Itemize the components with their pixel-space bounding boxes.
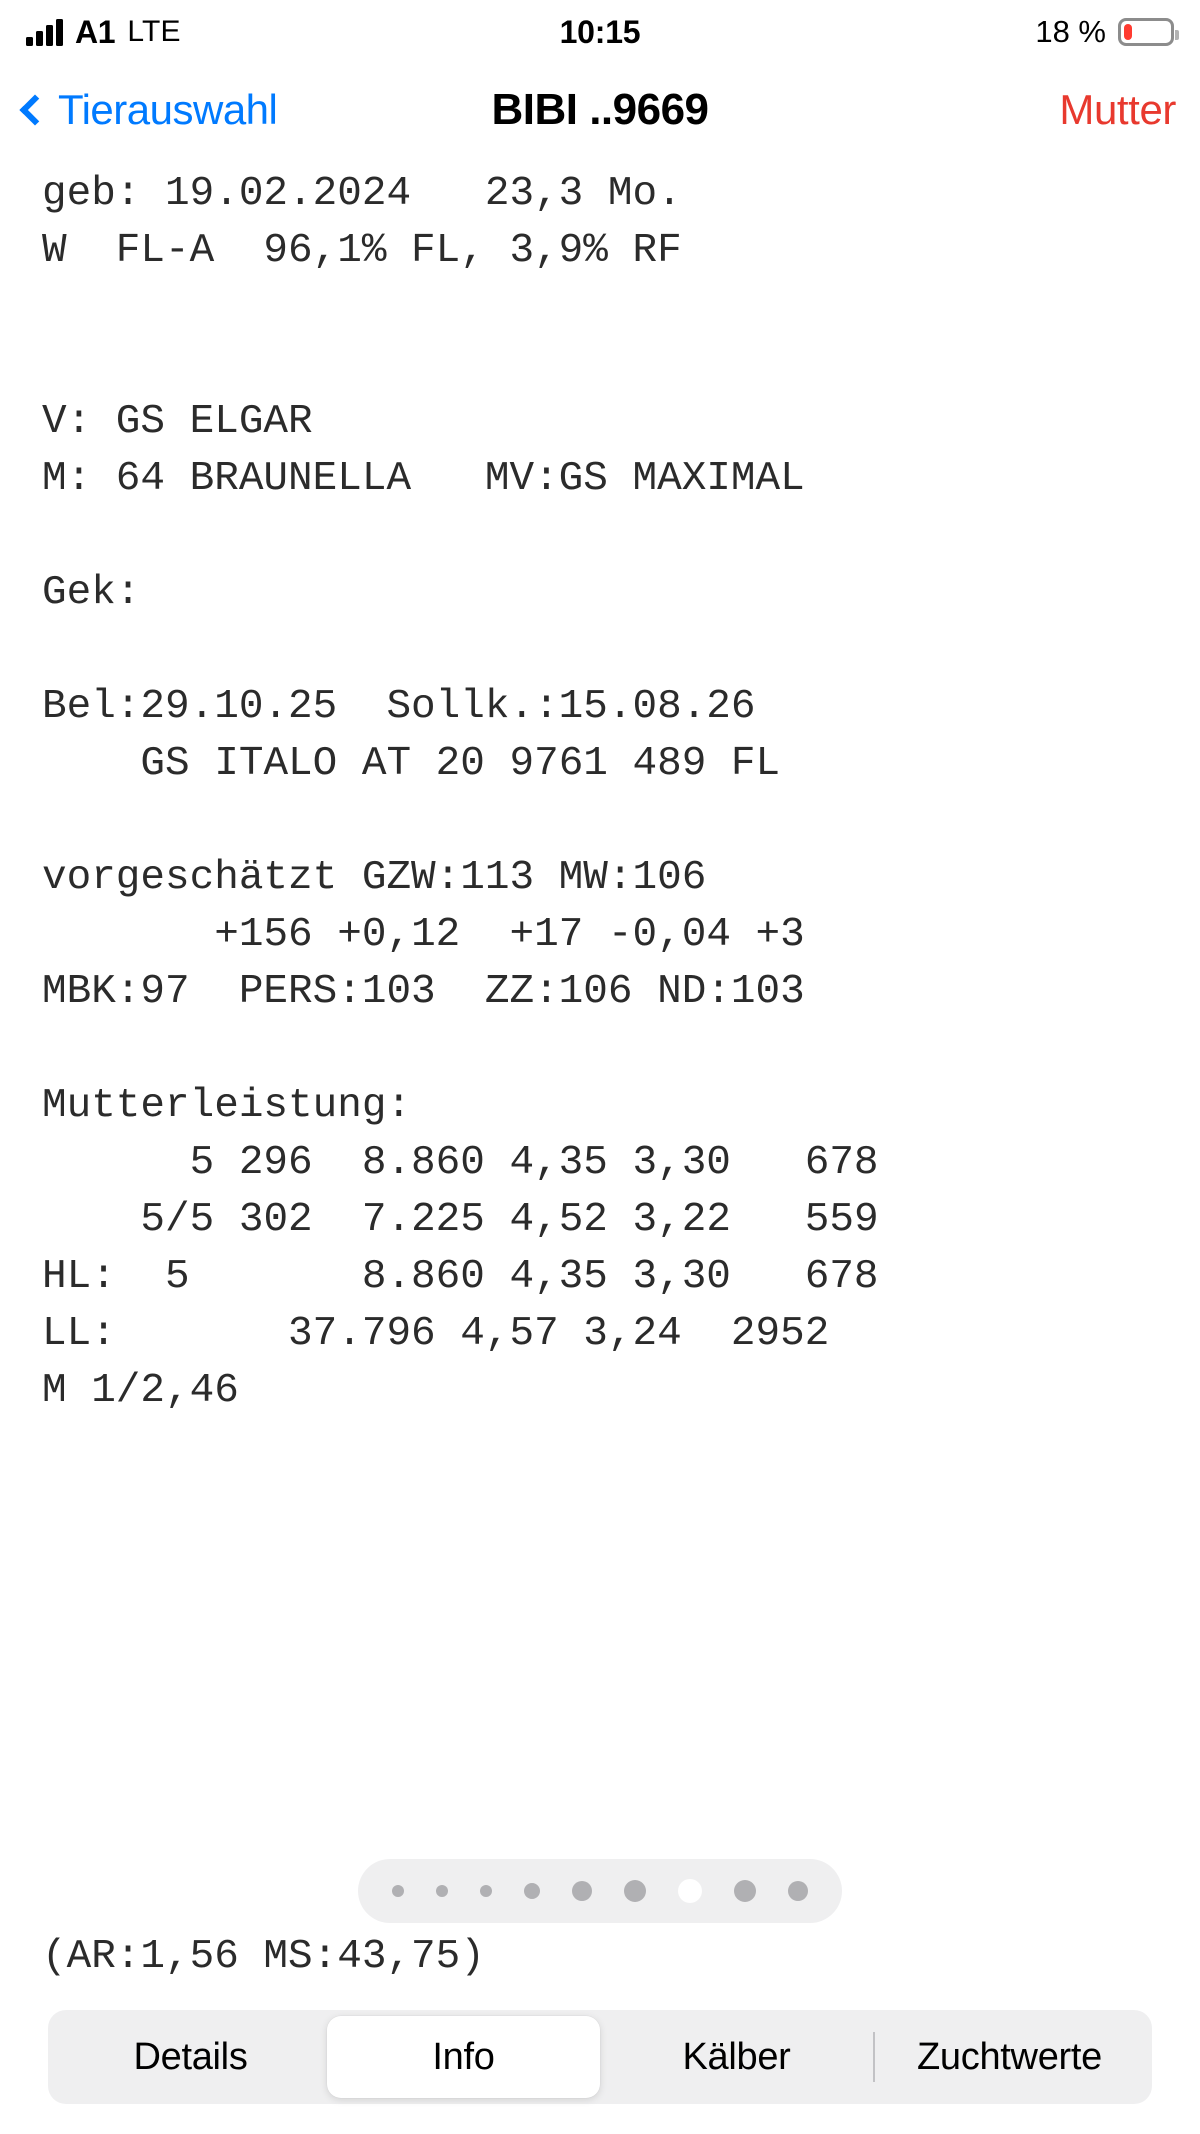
text-spacer [42, 622, 1158, 679]
tab-zuchtwerte[interactable] [873, 2016, 1146, 2098]
clock-label: 10:15 [559, 13, 641, 50]
detail-line: Mutterleistung: [42, 1083, 412, 1129]
network-type-label: LTE [127, 15, 181, 48]
detail-line: GS ITALO AT 20 9761 489 FL [42, 741, 781, 787]
back-button[interactable] [24, 86, 277, 134]
detail-line: M 1/2,46 [42, 1368, 239, 1414]
page-dot[interactable] [480, 1885, 492, 1897]
back-button-label: Tierauswahl [58, 86, 278, 133]
page-dot[interactable] [788, 1881, 808, 1901]
tab-label: Details [133, 2035, 248, 2078]
text-spacer [42, 337, 1158, 394]
detail-line: Bel:29.10.25 Sollk.:15.08.26 [42, 684, 756, 730]
detail-line: M: 64 BRAUNELLA MV:GS MAXIMAL [42, 456, 805, 502]
tab-info[interactable] [327, 2016, 600, 2098]
detail-line: vorgeschätzt GZW:113 MW:106 [42, 855, 707, 901]
navigation-bar [0, 64, 1200, 156]
detail-line: W FL-A 96,1% FL, 3,9% RF [42, 228, 682, 274]
detail-line: Gek: [42, 570, 141, 616]
mutter-button[interactable]: Mutter [1059, 86, 1176, 133]
page-indicator-container [0, 1859, 1200, 1923]
detail-line: V: GS ELGAR [42, 399, 313, 445]
page-dot[interactable] [734, 1880, 756, 1902]
page-dot[interactable] [572, 1881, 592, 1901]
summary-line: (AR:1,56 MS:43,75) [42, 1934, 485, 1980]
tab-label: Info [432, 2035, 495, 2078]
detail-line: geb: 19.02.2024 23,3 Mo. [42, 171, 682, 217]
text-spacer [42, 793, 1158, 850]
battery-icon [1118, 18, 1174, 46]
page-dot[interactable] [392, 1885, 404, 1897]
segmented-control [48, 2010, 1152, 2104]
detail-line: LL: 37.796 4,57 3,24 2952 [42, 1311, 830, 1357]
chevron-left-icon [19, 94, 50, 125]
text-spacer [42, 508, 1158, 565]
page-dot-active[interactable] [678, 1879, 702, 1903]
text-spacer [42, 1021, 1158, 1078]
status-bar [0, 0, 1200, 64]
detail-line: MBK:97 PERS:103 ZZ:106 ND:103 [42, 969, 805, 1015]
text-spacer [42, 280, 1158, 337]
page-dot[interactable] [436, 1885, 448, 1897]
tab-details[interactable] [54, 2016, 327, 2098]
page-dot[interactable] [624, 1880, 646, 1902]
tab-label: Kälber [682, 2035, 791, 2078]
page-indicator[interactable] [358, 1859, 842, 1923]
detail-line: +156 +0,12 +17 -0,04 +3 [42, 912, 805, 958]
detail-line: 5 296 8.860 4,35 3,30 678 [42, 1140, 879, 1186]
page-title: BIBI ..9669 [491, 85, 709, 134]
tab-bar-container [0, 1986, 1200, 2134]
tab-k-lber[interactable] [600, 2016, 873, 2098]
tab-label: Zuchtwerte [917, 2035, 1102, 2078]
detail-line: 5/5 302 7.225 4,52 3,22 559 [42, 1197, 879, 1243]
detail-line: HL: 5 8.860 4,35 3,30 678 [42, 1254, 879, 1300]
carrier-label: A1 [75, 13, 116, 50]
animal-detail-text [0, 156, 1200, 1849]
page-dot[interactable] [524, 1883, 540, 1899]
battery-percent-label: 18 % [1035, 14, 1106, 49]
